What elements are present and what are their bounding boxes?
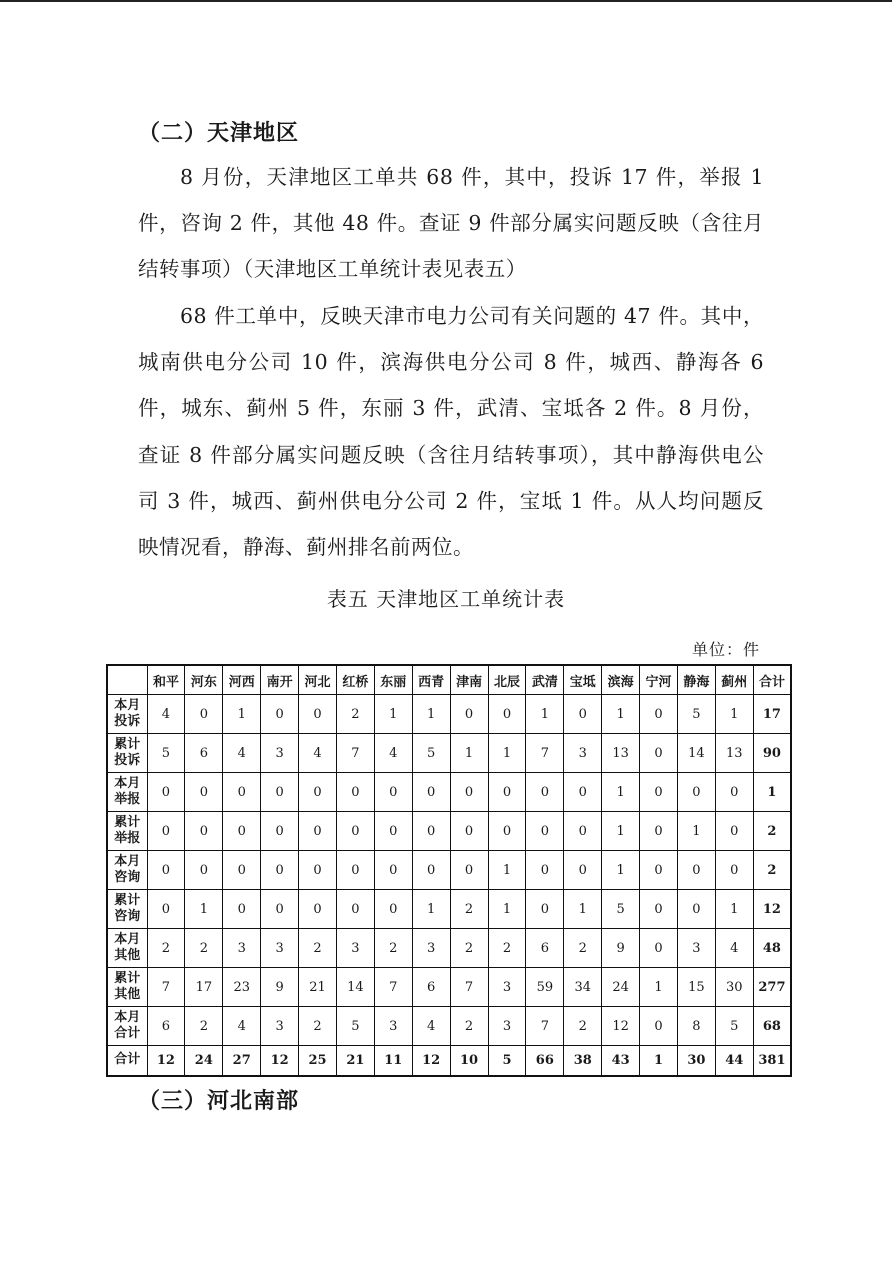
table-cell: 1 xyxy=(412,695,450,734)
table-cell: 0 xyxy=(336,890,374,929)
row-header-line2: 其他 xyxy=(114,987,141,1002)
table-cell: 7 xyxy=(450,968,488,1007)
table-cell: 0 xyxy=(677,773,715,812)
top-border-line xyxy=(0,0,892,2)
total-cell: 30 xyxy=(677,1046,715,1076)
table-cell: 0 xyxy=(185,812,223,851)
table-row xyxy=(107,734,791,773)
table-cell: 1 xyxy=(715,695,753,734)
table-cell: 2 xyxy=(564,929,602,968)
table-cell: 6 xyxy=(147,1007,185,1046)
table-cell: 1 xyxy=(602,812,640,851)
row-header xyxy=(107,968,147,1007)
total-cell: 24 xyxy=(185,1046,223,1076)
row-total-cell: 2 xyxy=(753,812,791,851)
row-header-line2: 举报 xyxy=(114,831,141,846)
col-header: 东丽 xyxy=(374,665,412,695)
table-cell: 0 xyxy=(223,851,261,890)
col-header: 河西 xyxy=(223,665,261,695)
table-cell: 21 xyxy=(299,968,337,1007)
table-row xyxy=(107,773,791,812)
col-header: 蓟州 xyxy=(715,665,753,695)
table-cell: 0 xyxy=(185,695,223,734)
table-cell: 0 xyxy=(299,851,337,890)
table-row xyxy=(107,929,791,968)
table-cell: 1 xyxy=(602,773,640,812)
table-cell: 0 xyxy=(564,695,602,734)
row-header-line2: 投诉 xyxy=(114,714,141,729)
row-header xyxy=(107,929,147,968)
table-cell: 6 xyxy=(185,734,223,773)
total-cell: 27 xyxy=(223,1046,261,1076)
row-header-line2: 咨询 xyxy=(114,870,141,885)
col-header: 合计 xyxy=(753,665,791,695)
table-cell: 0 xyxy=(223,812,261,851)
row-header-line1: 本月 xyxy=(114,932,141,947)
table-cell: 0 xyxy=(261,812,299,851)
total-cell: 381 xyxy=(753,1046,791,1076)
table-cell: 4 xyxy=(715,929,753,968)
row-header xyxy=(107,851,147,890)
table-cell: 0 xyxy=(450,812,488,851)
col-header: 滨海 xyxy=(602,665,640,695)
table-cell: 0 xyxy=(299,890,337,929)
table-cell: 1 xyxy=(488,890,526,929)
col-header: 宁河 xyxy=(640,665,678,695)
table-cell: 0 xyxy=(374,890,412,929)
table-cell: 3 xyxy=(261,929,299,968)
row-header-line1: 本月 xyxy=(114,1010,141,1025)
table-cell: 5 xyxy=(412,734,450,773)
row-total-cell: 277 xyxy=(753,968,791,1007)
table-row xyxy=(107,890,791,929)
table-cell: 4 xyxy=(223,734,261,773)
table-cell: 0 xyxy=(147,890,185,929)
table-cell: 0 xyxy=(336,773,374,812)
paragraph-details: 68 件工单中，反映天津市电力公司有关问题的 47 件。其中，城南供电分公司 10 件，滨海供电分公司 8 件，城西、静海各 6 件，城东、蓟州 5 件，东丽 3 件，武清、宝坻各 2 件。8 月份，查证 8 件部分属实问题反映（含往月结转事项），其中静海供电公司 3 件，城西、蓟州供电分公司 2 件，宝坻 1 件。从人均问题反映情况看，静海、蓟州排名前两位。 xyxy=(138,304,764,560)
row-header-line2: 举报 xyxy=(114,792,141,807)
row-header xyxy=(107,773,147,812)
table-cell: 1 xyxy=(526,695,564,734)
table-cell: 0 xyxy=(640,695,678,734)
table-cell: 3 xyxy=(488,968,526,1007)
table-cell: 17 xyxy=(185,968,223,1007)
table-cell: 2 xyxy=(450,890,488,929)
table-cell: 0 xyxy=(299,773,337,812)
table-cell: 2 xyxy=(336,695,374,734)
table-cell: 9 xyxy=(261,968,299,1007)
col-header: 静海 xyxy=(677,665,715,695)
total-cell: 38 xyxy=(564,1046,602,1076)
table-cell: 2 xyxy=(564,1007,602,1046)
row-header-line1: 本月 xyxy=(114,698,141,713)
table-cell: 34 xyxy=(564,968,602,1007)
table-cell: 1 xyxy=(715,890,753,929)
table-cell: 30 xyxy=(715,968,753,1007)
col-header: 宝坻 xyxy=(564,665,602,695)
table-cell: 0 xyxy=(677,890,715,929)
table-cell: 7 xyxy=(147,968,185,1007)
row-header xyxy=(107,695,147,734)
table-cell: 5 xyxy=(336,1007,374,1046)
table-cell: 0 xyxy=(261,695,299,734)
table-cell: 1 xyxy=(374,695,412,734)
table-cell: 0 xyxy=(450,851,488,890)
table-cell: 1 xyxy=(602,851,640,890)
table-cell: 2 xyxy=(488,929,526,968)
table-cell: 0 xyxy=(147,851,185,890)
table-cell: 3 xyxy=(564,734,602,773)
total-cell: 44 xyxy=(715,1046,753,1076)
table-cell: 0 xyxy=(147,812,185,851)
table-cell: 0 xyxy=(564,773,602,812)
col-header: 红桥 xyxy=(336,665,374,695)
row-header xyxy=(107,1007,147,1046)
table-cell: 3 xyxy=(223,929,261,968)
total-row-header: 合计 xyxy=(107,1046,147,1076)
table-caption: 表五 天津地区工单统计表 xyxy=(326,587,566,611)
total-cell: 25 xyxy=(299,1046,337,1076)
row-header xyxy=(107,812,147,851)
table-cell: 1 xyxy=(488,734,526,773)
table-cell: 1 xyxy=(488,851,526,890)
table-cell: 2 xyxy=(147,929,185,968)
table-cell: 0 xyxy=(564,851,602,890)
table-cell: 0 xyxy=(450,773,488,812)
table-cell: 2 xyxy=(450,1007,488,1046)
table-cell: 2 xyxy=(374,929,412,968)
table-cell: 0 xyxy=(147,773,185,812)
table-cell: 0 xyxy=(261,890,299,929)
table-cell: 0 xyxy=(299,695,337,734)
table-cell: 5 xyxy=(677,695,715,734)
col-header: 西青 xyxy=(412,665,450,695)
table-cell: 3 xyxy=(488,1007,526,1046)
table-cell: 0 xyxy=(526,890,564,929)
table-cell: 0 xyxy=(526,812,564,851)
table-cell: 1 xyxy=(185,890,223,929)
col-header: 南开 xyxy=(261,665,299,695)
table-cell: 0 xyxy=(564,812,602,851)
row-header-line1: 累计 xyxy=(114,815,141,830)
col-header: 津南 xyxy=(450,665,488,695)
table-cell: 0 xyxy=(640,812,678,851)
table-cell: 2 xyxy=(185,1007,223,1046)
table-cell: 1 xyxy=(640,968,678,1007)
table-cell: 7 xyxy=(336,734,374,773)
table-cell: 0 xyxy=(336,851,374,890)
table-cell: 0 xyxy=(412,812,450,851)
total-cell: 5 xyxy=(488,1046,526,1076)
table-cell: 0 xyxy=(640,851,678,890)
row-total-cell: 1 xyxy=(753,773,791,812)
row-total-cell: 2 xyxy=(753,851,791,890)
table-cell: 0 xyxy=(412,851,450,890)
table-cell: 13 xyxy=(715,734,753,773)
table-cell: 12 xyxy=(602,1007,640,1046)
table-cell: 0 xyxy=(677,851,715,890)
table-cell: 8 xyxy=(677,1007,715,1046)
table-cell: 0 xyxy=(640,773,678,812)
table-cell: 1 xyxy=(412,890,450,929)
table-cell: 7 xyxy=(526,1007,564,1046)
table-cell: 0 xyxy=(640,929,678,968)
table-cell: 7 xyxy=(526,734,564,773)
table-cell: 0 xyxy=(640,734,678,773)
table-cell: 0 xyxy=(488,695,526,734)
table-row xyxy=(107,695,791,734)
table-cell: 0 xyxy=(299,812,337,851)
table-cell: 0 xyxy=(185,851,223,890)
total-cell: 1 xyxy=(640,1046,678,1076)
table-cell: 0 xyxy=(336,812,374,851)
table-cell: 6 xyxy=(412,968,450,1007)
table-cell: 3 xyxy=(374,1007,412,1046)
table-cell: 0 xyxy=(261,773,299,812)
table-cell: 0 xyxy=(488,812,526,851)
table-cell: 0 xyxy=(640,1007,678,1046)
section-heading-tianjin: （二）天津地区 xyxy=(138,121,300,146)
table-cell: 9 xyxy=(602,929,640,968)
row-header-line1: 累计 xyxy=(114,971,141,986)
row-header-line2: 咨询 xyxy=(114,909,141,924)
table-cell: 0 xyxy=(185,773,223,812)
table-header-row xyxy=(107,665,791,695)
table-cell: 0 xyxy=(374,812,412,851)
table-cell: 0 xyxy=(412,773,450,812)
table-cell: 1 xyxy=(677,812,715,851)
total-cell: 12 xyxy=(412,1046,450,1076)
row-header xyxy=(107,734,147,773)
table-cell: 23 xyxy=(223,968,261,1007)
table-row xyxy=(107,851,791,890)
table-cell: 1 xyxy=(223,695,261,734)
row-header-line1: 本月 xyxy=(114,776,141,791)
table-cell: 2 xyxy=(299,929,337,968)
table-cell: 4 xyxy=(299,734,337,773)
table-cell: 3 xyxy=(261,734,299,773)
total-cell: 10 xyxy=(450,1046,488,1076)
col-header: 河北 xyxy=(299,665,337,695)
total-cell: 21 xyxy=(336,1046,374,1076)
table-cell: 5 xyxy=(147,734,185,773)
row-total-cell: 48 xyxy=(753,929,791,968)
table-cell: 1 xyxy=(602,695,640,734)
table-cell: 0 xyxy=(526,773,564,812)
table-cell: 6 xyxy=(526,929,564,968)
table-cell: 3 xyxy=(261,1007,299,1046)
table-cell: 4 xyxy=(374,734,412,773)
table-row xyxy=(107,1007,791,1046)
table-cell: 0 xyxy=(715,851,753,890)
table-cell: 3 xyxy=(412,929,450,968)
table-cell: 15 xyxy=(677,968,715,1007)
table-cell: 5 xyxy=(715,1007,753,1046)
table-cell: 0 xyxy=(526,851,564,890)
table-cell: 59 xyxy=(526,968,564,1007)
total-cell: 12 xyxy=(261,1046,299,1076)
table-cell: 0 xyxy=(715,773,753,812)
table-row xyxy=(107,812,791,851)
col-header: 北辰 xyxy=(488,665,526,695)
col-header: 河东 xyxy=(185,665,223,695)
total-cell: 11 xyxy=(374,1046,412,1076)
table-cell: 0 xyxy=(488,773,526,812)
row-header-line2: 投诉 xyxy=(114,753,141,768)
table-cell: 5 xyxy=(602,890,640,929)
table-cell: 14 xyxy=(336,968,374,1007)
table-cell: 0 xyxy=(715,812,753,851)
table-row xyxy=(107,968,791,1007)
row-header-line2: 合计 xyxy=(114,1026,141,1041)
row-total-cell: 17 xyxy=(753,695,791,734)
total-cell: 66 xyxy=(526,1046,564,1076)
row-header-line1: 本月 xyxy=(114,854,141,869)
row-header xyxy=(107,890,147,929)
table-cell: 0 xyxy=(450,695,488,734)
total-cell: 12 xyxy=(147,1046,185,1076)
table-cell: 24 xyxy=(602,968,640,1007)
paragraph-summary: 8 月份，天津地区工单共 68 件，其中，投诉 17 件，举报 1 件，咨询 2 件，其他 48 件。查证 9 件部分属实问题反映（含往月结转事项）（天津地区工单统计表见表五） xyxy=(138,165,764,282)
table-cell: 0 xyxy=(374,773,412,812)
total-cell: 43 xyxy=(602,1046,640,1076)
table-cell: 4 xyxy=(147,695,185,734)
section-heading-hebei-south: （三）河北南部 xyxy=(138,1089,300,1114)
row-header-line1: 累计 xyxy=(114,737,141,752)
table-cell: 0 xyxy=(374,851,412,890)
table-cell: 0 xyxy=(223,773,261,812)
row-header-line1: 累计 xyxy=(114,893,141,908)
table-cell: 3 xyxy=(677,929,715,968)
table-total-row xyxy=(107,1046,791,1076)
table-cell: 2 xyxy=(299,1007,337,1046)
table-cell: 2 xyxy=(185,929,223,968)
col-header: 和平 xyxy=(147,665,185,695)
row-header-line2: 其他 xyxy=(114,948,141,963)
table-cell: 0 xyxy=(261,851,299,890)
col-header: 武清 xyxy=(526,665,564,695)
table-cell: 4 xyxy=(412,1007,450,1046)
table-cell: 14 xyxy=(677,734,715,773)
row-total-cell: 68 xyxy=(753,1007,791,1046)
table-corner-cell xyxy=(107,665,147,695)
table-cell: 1 xyxy=(450,734,488,773)
table-unit: 单位：件 xyxy=(691,640,760,659)
row-total-cell: 12 xyxy=(753,890,791,929)
table-cell: 2 xyxy=(450,929,488,968)
row-total-cell: 90 xyxy=(753,734,791,773)
table-cell: 0 xyxy=(640,890,678,929)
table-cell: 4 xyxy=(223,1007,261,1046)
table-cell: 3 xyxy=(336,929,374,968)
table-cell: 0 xyxy=(223,890,261,929)
table-cell: 13 xyxy=(602,734,640,773)
table-cell: 7 xyxy=(374,968,412,1007)
tianjin-work-order-table xyxy=(106,664,792,1077)
table-cell: 1 xyxy=(564,890,602,929)
